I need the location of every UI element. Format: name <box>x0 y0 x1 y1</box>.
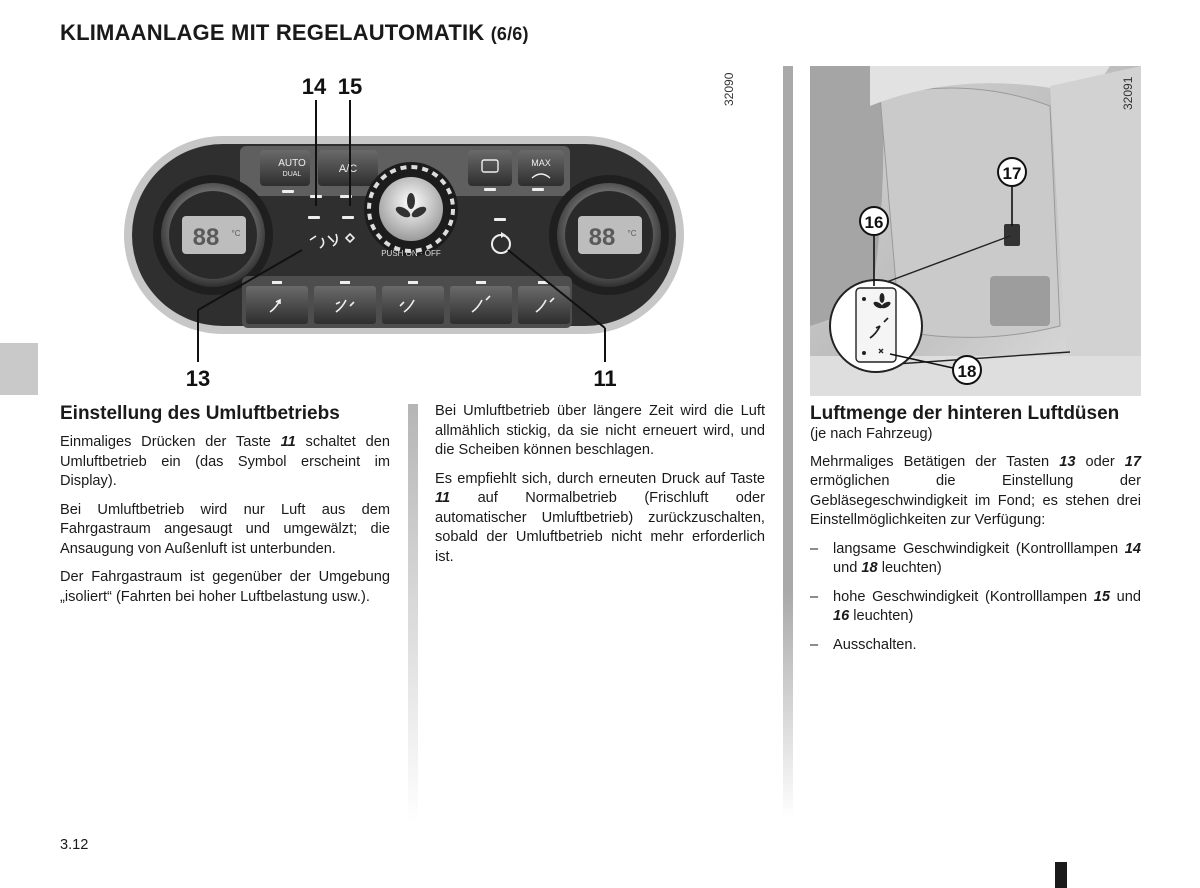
section-heading-rear-airflow: Luftmenge der hinteren Luftdüsen <box>810 403 1120 424</box>
rear-vent-outlet <box>990 276 1050 326</box>
text-run: Mehrmaliges Betätigen der Tasten <box>810 453 1060 470</box>
callout-18: 18 <box>957 362 977 381</box>
list-text <box>833 540 1141 579</box>
paragraph: Bei Umluftbetrieb wird nur Luft aus dem Fahrgastraum angesaugt und umgewälzt; die Ansaugung von Außenluft ist unterbunden. <box>60 501 390 557</box>
right-display-digits: 88 <box>588 224 616 251</box>
list-dash: – <box>810 636 819 653</box>
page-edge-marker <box>1055 862 1067 888</box>
text-run: auf Normalbetrieb (Frischluft oder automatischer Umluftbetrieb) zurückzuschalten, sobald der Umluftbetrieb nicht mehr erforderlich ist. <box>435 490 765 565</box>
right-display-unit: °C <box>627 229 637 238</box>
text-run: schaltet den Umluftbetrieb ein (das Symbol erscheint im Display). <box>60 434 390 489</box>
text-run: Einmaliges Drücken der Taste <box>60 434 281 450</box>
page-number: 3.12 <box>60 837 89 853</box>
text-run: Es empfiehlt sich, durch erneuten Druck auf Taste <box>435 470 765 487</box>
chapter-tab <box>0 343 38 395</box>
list-dash: – <box>810 588 819 605</box>
auto-button[interactable] <box>260 150 310 186</box>
push-on-off-label: PUSH ON · OFF <box>381 249 441 258</box>
callout-17: 17 <box>1002 164 1022 183</box>
text-run: leuchten) <box>849 608 914 624</box>
list-item <box>810 636 1141 656</box>
callout-13: 13 <box>185 366 211 391</box>
lamp-ref: 16 <box>833 608 850 624</box>
figure-ref-code: 32091 <box>1121 76 1135 110</box>
section-heading-recirculation: Einstellung des Umluftbetriebs <box>60 403 340 424</box>
lamp-ref: 18 <box>861 560 878 576</box>
rear-control-unit[interactable] <box>1004 224 1020 246</box>
column-divider-right <box>783 66 793 818</box>
ac-label: A/C <box>338 163 358 175</box>
rear-console-figure <box>810 66 1141 396</box>
text-run: langsame Geschwindigkeit (Kontrolllampen <box>833 540 1125 557</box>
list-text <box>833 588 1141 627</box>
ac-button[interactable] <box>318 150 378 186</box>
distribution-button-1[interactable] <box>246 281 308 324</box>
button-ref: 11 <box>280 434 296 450</box>
text-run: ermöglichen die Einstellung der Gebläsegeschwindigkeit im Fond; es stehen drei Einstellmöglichkeiten zur Verfügung: <box>810 473 1141 528</box>
column-divider-left <box>408 404 418 824</box>
lamp-ref: 14 <box>1124 540 1141 557</box>
rear-control-panel[interactable] <box>856 288 896 362</box>
max-defrost-button[interactable] <box>518 150 564 186</box>
figure-ref-code: 32090 <box>722 72 736 106</box>
rear-defrost-button[interactable] <box>468 150 512 186</box>
button-ref: 17 <box>1124 453 1141 470</box>
text-run: und <box>833 560 862 576</box>
max-label: MAX <box>531 158 551 168</box>
left-display-unit: °C <box>231 229 241 238</box>
column-recirculation-continued <box>435 402 765 576</box>
vehicle-dependent-note: (je nach Fahrzeug) <box>810 426 933 442</box>
auto-label: AUTO <box>278 158 306 169</box>
button-ref: 13 <box>1059 453 1076 470</box>
paragraph <box>810 453 1141 531</box>
text-run: oder <box>1075 453 1125 470</box>
page-title <box>60 20 529 46</box>
page-title-suffix: (6/6) <box>490 24 529 44</box>
callout-14: 14 <box>301 74 327 99</box>
callout-16: 16 <box>864 213 884 232</box>
lamp-ref: 15 <box>1093 588 1111 605</box>
callout-15: 15 <box>337 74 363 99</box>
column-recirculation <box>60 402 390 616</box>
dual-label: DUAL <box>282 171 302 178</box>
distribution-button-3[interactable] <box>382 281 444 324</box>
column-rear-airflow <box>810 402 1141 664</box>
paragraph: Der Fahrgastraum ist gegenüber der Umgebung „isoliert“ (Fahrten bei hoher Luftbelastung usw.). <box>60 569 390 605</box>
callout-11: 11 <box>593 366 617 391</box>
distribution-button-5[interactable] <box>518 281 570 324</box>
text-run: und <box>1110 588 1141 605</box>
left-display-digits: 88 <box>192 224 220 251</box>
list-dash: – <box>810 540 819 557</box>
paragraph: Bei Umluftbetrieb über längere Zeit wird die Luft allmählich stickig, da sie nicht erneuert wird, und die Scheiben können beschlagen. <box>435 403 765 458</box>
distribution-button-2[interactable] <box>314 281 376 324</box>
climate-panel-figure <box>60 66 772 396</box>
list-text: Ausschalten. <box>833 636 917 653</box>
paragraph <box>435 470 765 568</box>
list-item <box>810 540 1141 579</box>
paragraph <box>60 433 390 492</box>
page-title-main: KLIMAANLAGE MIT REGELAUTOMATIK <box>60 20 485 45</box>
list-item <box>810 588 1141 627</box>
button-ref: 11 <box>435 490 451 506</box>
text-run: leuchten) <box>877 560 942 576</box>
text-run: hohe Geschwindigkeit (Kontrolllampen <box>833 588 1094 605</box>
distribution-button-4[interactable] <box>450 281 512 324</box>
